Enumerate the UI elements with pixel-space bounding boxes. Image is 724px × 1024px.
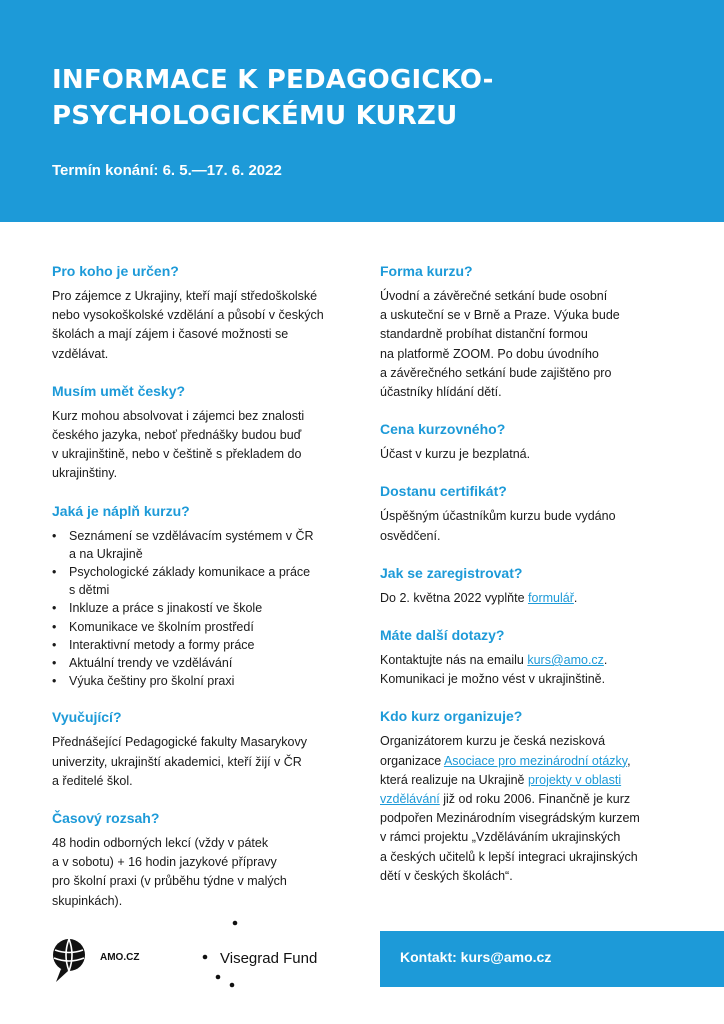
section-text: Úspěšným účastníkům kurzu bude vydáno osvědčení. bbox=[380, 509, 616, 543]
section-certificate bbox=[380, 482, 680, 545]
list-item: • Inkluze a práce s jinakostí ve škole bbox=[52, 601, 263, 616]
section-text: Do 2. května 2022 vyplňte formulář. bbox=[380, 590, 578, 605]
amo-logo-label: AMO.CZ bbox=[100, 952, 140, 963]
section-course-content bbox=[52, 502, 352, 691]
section-text: 48 hodin odborných lekcí (vždy v pátek a v sobotu) + 16 hodin jazykové přípravy pro školní praxi (v průběhu týdne v malých skupinkách). bbox=[52, 836, 287, 908]
section-heading: Cena kurzovného? bbox=[380, 421, 506, 438]
education-projects-link[interactable]: projekty v oblasti bbox=[528, 772, 622, 787]
section-heading: Vyučující? bbox=[52, 709, 122, 726]
content-list bbox=[52, 527, 352, 691]
section-target-audience bbox=[52, 262, 352, 364]
title-line-1: INFORMACE K PEDAGOGICKO- bbox=[52, 65, 494, 95]
email-link[interactable]: kurs@amo.cz bbox=[527, 653, 604, 668]
section-heading: Forma kurzu? bbox=[380, 263, 473, 279]
course-dates: Termín konání: 6. 5.—17. 6. 2022 bbox=[52, 162, 282, 179]
list-item: • Aktuální trendy ve vzdělávání bbox=[52, 656, 233, 671]
section-heading: Jak se zaregistrovat? bbox=[380, 564, 523, 581]
list-item: • Seznámení se vzdělávacím systémem v ČR a na Ukrajině bbox=[52, 528, 314, 561]
section-lecturers bbox=[52, 708, 352, 791]
section-text: Kurz mohou absolvovat i zájemci bez znalosti českého jazyka, neboť přednášky budou buď v ukrajinštině, nebo v češtině s překladem do ukrajinštiny. bbox=[52, 408, 305, 481]
section-heading: Časový rozsah? bbox=[52, 810, 160, 827]
section-price bbox=[380, 420, 680, 464]
title-line-2: PSYCHOLOGICKÉMU KURZU bbox=[52, 101, 458, 131]
list-item: • Interaktivní metody a formy práce bbox=[52, 637, 255, 652]
registration-form-link[interactable]: formulář bbox=[528, 590, 574, 605]
section-text: Přednášející Pedagogické fakulty Masarykovy univerzity, ukrajinští akademici, kteří žijí v ČR a ředitelé škol. bbox=[52, 735, 307, 788]
section-text: Kontaktujte nás na emailu kurs@amo.cz. Komunikaci je možno vést v ukrajinštině. bbox=[380, 653, 608, 687]
section-heading: Máte další dotazy? bbox=[380, 627, 505, 644]
section-text: Pro zájemce z Ukrajiny, kteří mají středoškolské nebo vysokoškolské vzdělání a působí v českých školách a mají zájem i časové možnosti se vzdělávat. bbox=[52, 289, 324, 361]
section-text: Účast v kurzu je bezplatná. bbox=[380, 447, 531, 462]
section-questions bbox=[380, 626, 680, 689]
page-title bbox=[52, 62, 652, 134]
section-time-scope bbox=[52, 809, 352, 911]
contact-banner bbox=[380, 931, 724, 987]
section-heading: Dostanu certifikát? bbox=[380, 483, 507, 500]
amo-globe-icon bbox=[52, 938, 86, 984]
list-item: • Výuka češtiny pro školní praxi bbox=[52, 674, 235, 689]
section-text: Úvodní a závěrečné setkání bude osobní a uskuteční se v Brně a Praze. Výuka bude standardně probíhat distanční formou na platformě ZOOM. Po dobu úvodního a závěrečného setkání bude zajištěno pro účastníky hlídání dětí. bbox=[380, 289, 620, 400]
amo-organization-link[interactable]: Asociace pro mezinárodní otázky bbox=[443, 753, 628, 768]
header-banner bbox=[0, 0, 724, 222]
education-projects-link-cont[interactable]: vzdělávání bbox=[380, 792, 440, 807]
section-heading: Musím umět česky? bbox=[52, 382, 186, 399]
visegrad-fund-label: Visegrad Fund bbox=[220, 950, 318, 967]
section-course-form bbox=[380, 262, 680, 402]
left-column bbox=[52, 262, 352, 911]
list-item: • Komunikace ve školním prostředí bbox=[52, 619, 254, 634]
section-heading: Kdo kurz organizuje? bbox=[380, 708, 523, 725]
right-column bbox=[380, 262, 680, 886]
list-item: • Psychologické základy komunikace a práce s dětmi bbox=[52, 565, 311, 598]
section-heading: Jaká je náplň kurzu? bbox=[52, 502, 190, 519]
section-text: Organizátorem kurzu je česká nezisková organizace Asociace pro mezinárodní otázky, která realizuje na Ukrajině projekty v oblasti vzdělávání již od roku 2006. Finančně je kurz podpořen Mezinárodním visegrádským kurzem v rámci projektu „Vzděláváním ukrajinských a českých učitelů k lepší integraci ukrajinských dětí v českých školách“. bbox=[380, 734, 640, 883]
contact-text: Kontakt: kurs@amo.cz bbox=[400, 949, 552, 965]
section-organizer bbox=[380, 707, 680, 886]
section-czech-language bbox=[52, 382, 352, 484]
section-registration bbox=[380, 564, 680, 608]
section-heading: Pro koho je určen? bbox=[52, 263, 179, 279]
